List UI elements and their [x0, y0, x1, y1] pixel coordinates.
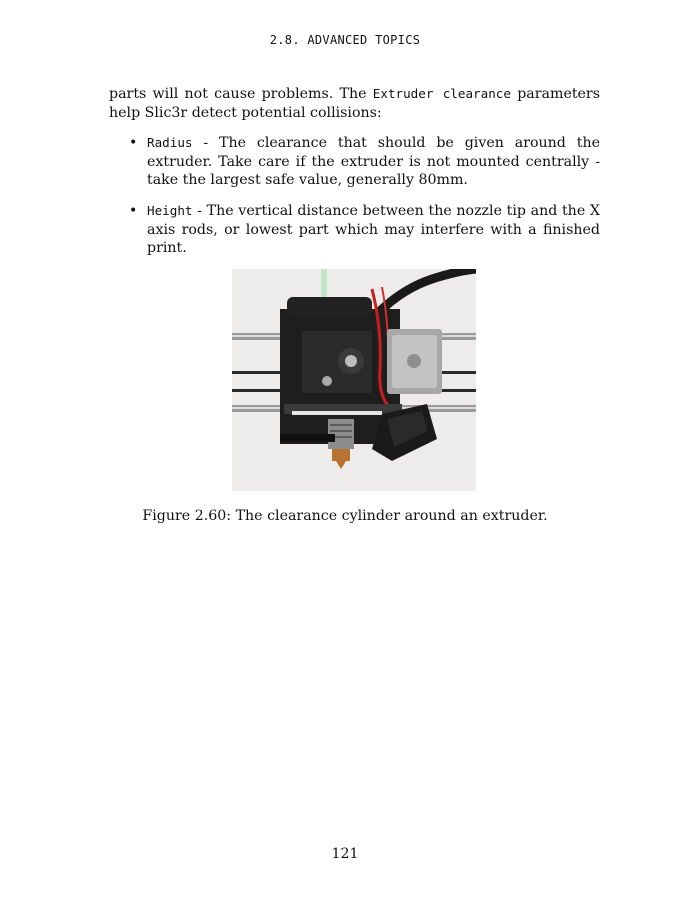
- extruder-clearance-code: Extruder clearance: [372, 86, 511, 101]
- intro-text-end: parameters help Slic3r detect potential collisions:: [109, 86, 600, 121]
- extruder-illustration: [232, 269, 476, 491]
- bullet-item-radius: [109, 134, 600, 190]
- bullet-dot: •: [129, 203, 138, 219]
- intro-paragraph: [109, 85, 600, 122]
- heater-block: [332, 449, 350, 461]
- bullet-item-height: [109, 202, 600, 258]
- height-term: Height: [147, 203, 193, 218]
- extruder-photo: [232, 269, 476, 491]
- intro-text-start: parts will not cause problems. The: [109, 86, 373, 102]
- figure-caption: Figure 2.60: The clearance cylinder around an extruder.: [142, 508, 548, 524]
- bullet-list-radius: [109, 134, 600, 190]
- running-header: 2.8. ADVANCED TOPICS: [269, 33, 421, 47]
- height-description: - The vertical distance between the nozzle tip and the X axis rods, or lowest part which may interfere with a finished print.: [147, 203, 600, 256]
- bullet-dot: •: [129, 135, 138, 151]
- bullet-list-height: [109, 202, 600, 258]
- radius-description: - The clearance that should be given around the extruder. Take care if the extruder is not mounted centrally - take the largest safe value, generally 80mm.: [147, 135, 600, 188]
- page-number: 121: [331, 846, 359, 862]
- radius-term: Radius: [147, 135, 193, 150]
